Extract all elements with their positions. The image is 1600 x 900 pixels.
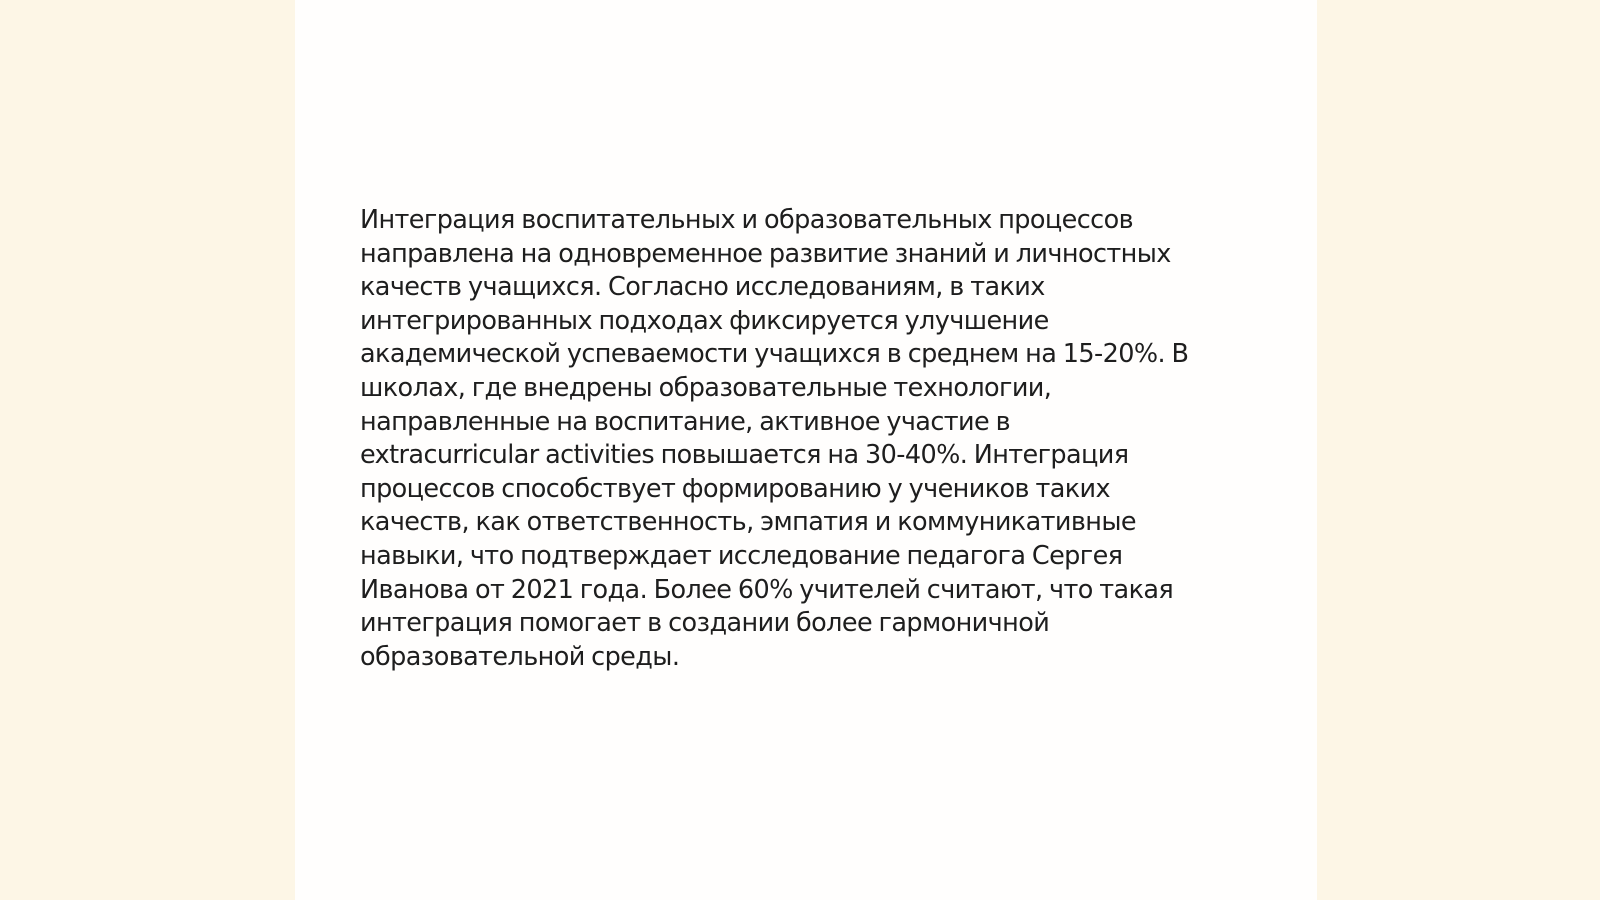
paragraph-line: направленные на воспитание, активное участие в xyxy=(360,406,1010,437)
paragraph-line: интегрированных подходах фиксируется улучшение xyxy=(360,305,1049,336)
paragraph-line: качеств, как ответственность, эмпатия и коммуникативные xyxy=(360,507,1136,538)
paragraph-line: направлена на одновременное развитие знаний и личностных xyxy=(360,238,1171,269)
paragraph-line: образовательной среды. xyxy=(360,641,680,672)
paragraph-line: процессов способствует формированию у учеников таких xyxy=(360,473,1110,504)
paragraph-line: качеств учащихся. Согласно исследованиям, в таких xyxy=(360,272,1045,303)
slide xyxy=(295,0,1317,900)
paragraph-line: Интеграция воспитательных и образовательных процессов xyxy=(360,205,1134,235)
paragraph-line: навыки, что подтверждает исследование педагога Сергея xyxy=(360,540,1123,571)
paragraph-line: Иванова от 2021 года. Более 60% учителей считают, что такая xyxy=(360,574,1174,605)
paragraph-line: интеграция помогает в создании более гармоничной xyxy=(360,608,1050,639)
paragraph-line: extracurricular activities повышается на 30-40%. Интеграция xyxy=(360,440,1129,471)
body-paragraph xyxy=(360,204,1240,674)
paragraph-line: школах, где внедрены образовательные технологии, xyxy=(360,372,1052,403)
paragraph-line: академической успеваемости учащихся в среднем на 15-20%. В xyxy=(360,339,1189,370)
